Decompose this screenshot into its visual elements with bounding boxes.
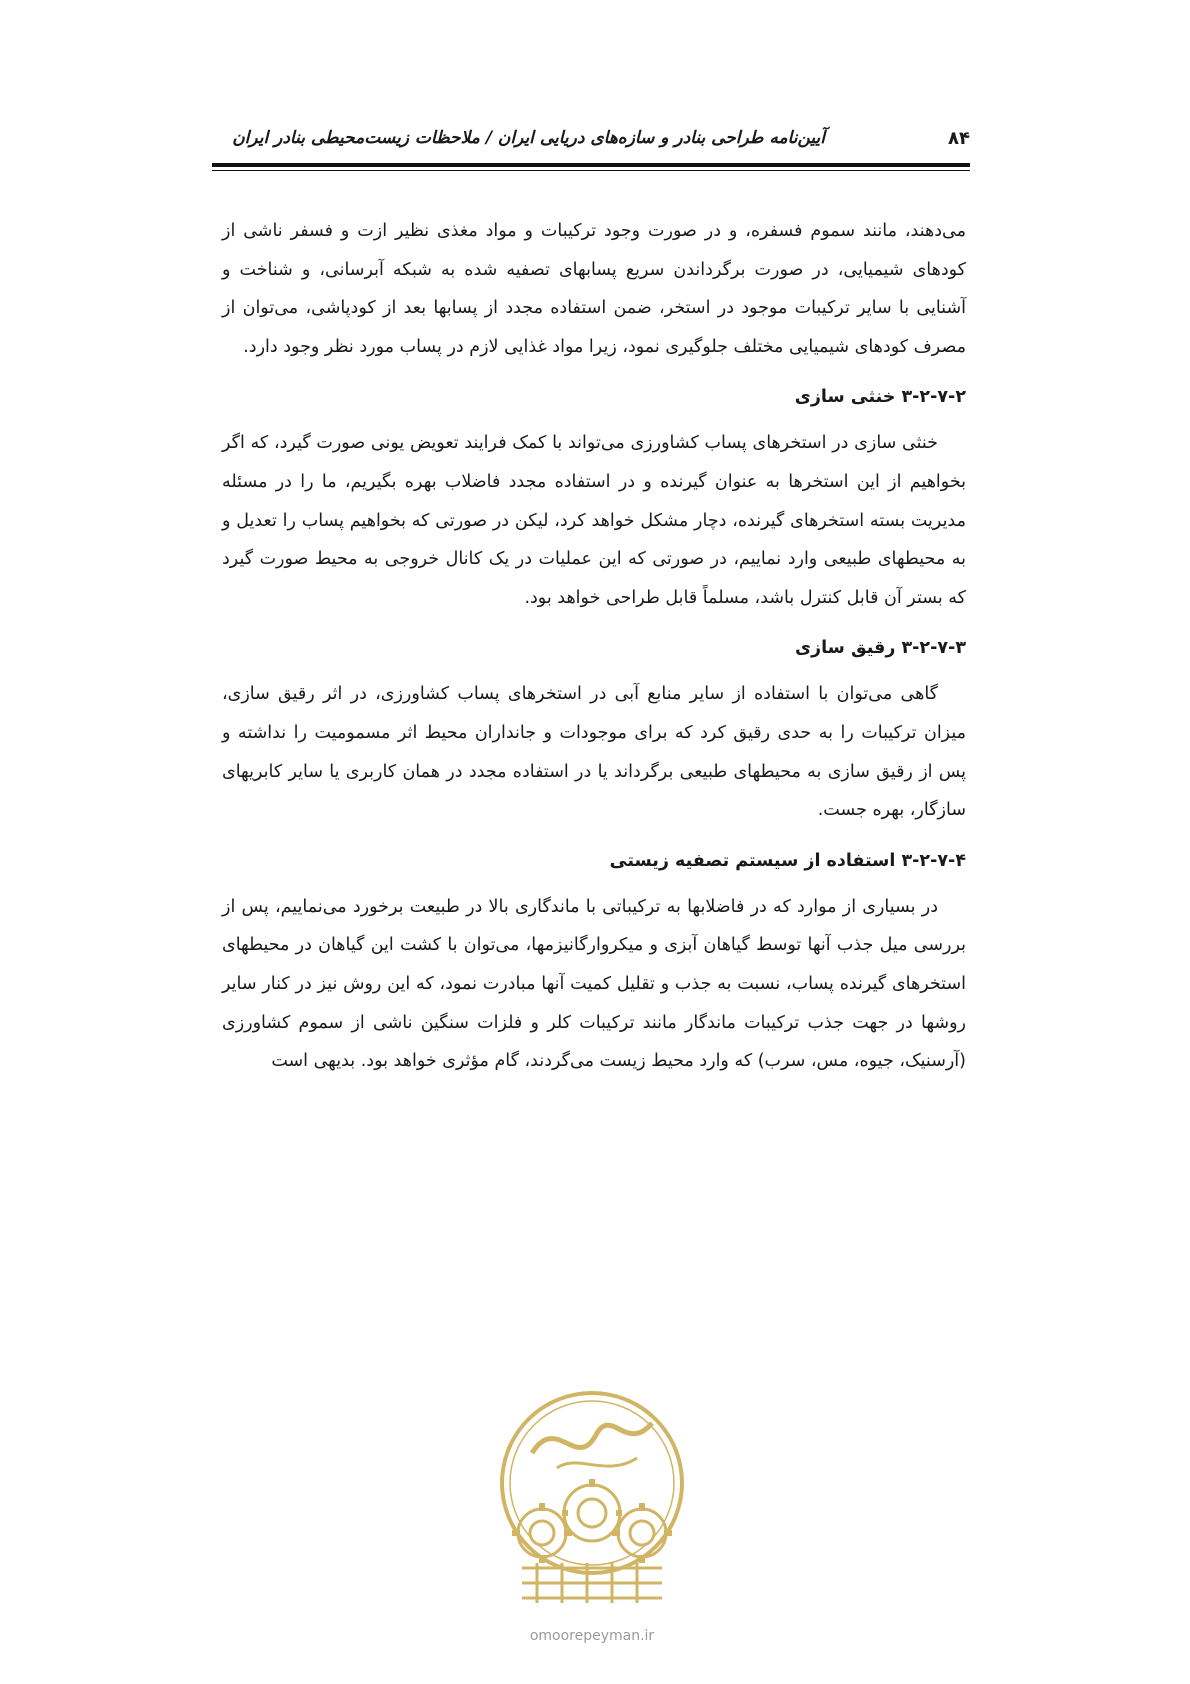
section-heading-dilution: ۳-۲-۷-۳ رقیق سازی (794, 638, 966, 659)
paragraph-neutralization: خنثی سازی در استخرهای پساب کشاورزی می‌تواند با کمک فرایند تعویض یونی صورت گیرد، که اگر بخواهیم از این استخرها به عنوان گیرنده و در استفاده مجدد فاضلاب بهره بگیریم، ما را در مسئله مدیریت بسته استخرهای گیرنده، دچار مشکل خواهد کرد، لیکن در صورتی که بخواهیم پساب را تعدیل و به محیطهای طبیعی وارد نماییم، در صورتی که این عملیات در یک کانال خروجی به محیط صورت گیرد که بستر آن قابل کنترل باشد، مسلماً قابل طراحی خواهد بود. (222, 433, 966, 608)
running-header (212, 126, 970, 160)
section-heading-neutralization: ۳-۲-۷-۲ خنثی سازی (794, 387, 966, 408)
watermark-logo (487, 1383, 697, 1623)
header-rule-thick (212, 163, 970, 167)
page-number: ۸۴ (948, 128, 970, 149)
header-rule-thin (212, 170, 970, 171)
header-title: آیین‌نامه طراحی بنادر و سازه‌های دریایی ایران / ملاحظات زیست‌محیطی بنادر ایران (232, 128, 825, 148)
paragraph-dilution: گاهی می‌توان با استفاده از سایر منابع آبی در استخرهای پساب کشاورزی، در اثر رقیق سازی، میزان ترکیبات را به حدی رقیق کرد که برای موجودات و جانداران محیط اثر مسمومیت را نداشته و پس از رقیق سازی به محیطهای طبیعی برگرداند یا در استفاده مجدد در همان کاربری یا سایر کابریهای سازگار، بهره جست. (222, 684, 966, 821)
section-heading-biological-treatment: ۳-۲-۷-۴ استفاده از سیستم تصفیه زیستی (609, 850, 966, 871)
body-text (222, 212, 966, 1081)
paragraph-continuation: می‌دهند، مانند سموم فسفره، و در صورت وجود ترکیبات و مواد مغذی نظیر ازت و فسفر ناشی از کودهای شیمیایی، در صورت برگرداندن سریع پسابهای تصفیه شده به شبکه آبرسانی، و شناخت و آشنایی با سایر ترکیبات موجود در استخر، ضمن استفاده مجدد از پسابها بعد از کودپاشی، می‌توان از مصرف کودهای شیمیایی مختلف جلوگیری نمود، زیرا مواد غذایی لازم در پساب مورد نظر وجود دارد. (222, 221, 966, 357)
paragraph-biological-treatment: در بسیاری از موارد که در فاضلابها به ترکیباتی با ماندگاری بالا در طبیعت برخورد می‌نماییم، پس از بررسی میل جذب آنها توسط گیاهان آبزی و میکروارگانیزمها، می‌توان با کشت این گیاهان در محیطهای استخرهای گیرنده پساب، نسبت به جذب و تقلیل کمیت آنها مبادرت نمود، که این روش نیز در کنار سایر روشها در جهت جذب ترکیبات ماندگار مانند ترکیبات کلر و فلزات سنگین ناشی از سموم کشاورزی (آرسنیک، جیوه، مس، سرب) که وارد محیط زیست می‌گردند، گام مؤثری خواهد بود. بدیهی است (222, 896, 966, 1072)
watermark-url: omoorepeyman.ir (529, 1628, 655, 1644)
